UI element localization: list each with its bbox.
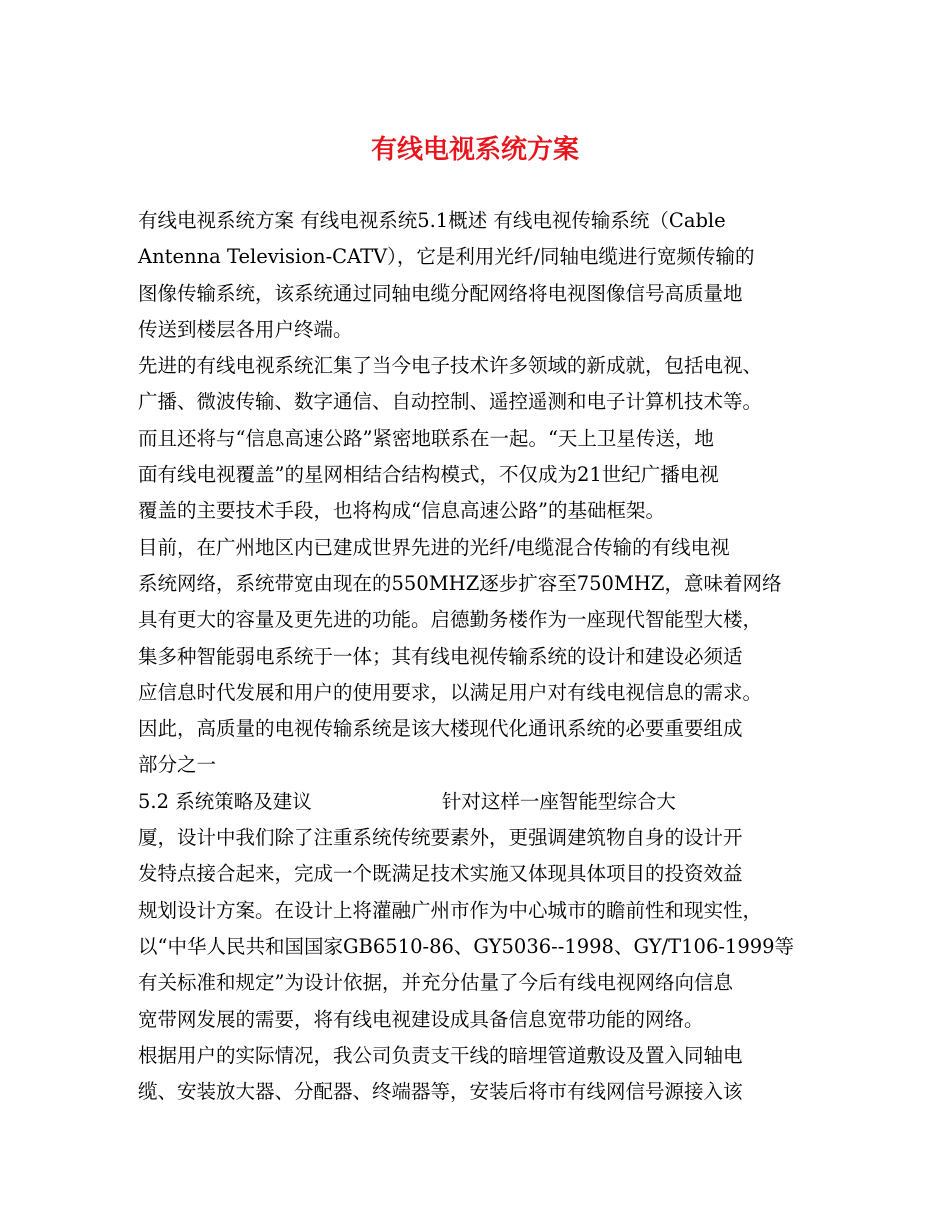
body-line: 宽带网发展的需要，将有线电视建设成具备信息宽带功能的网络。 xyxy=(138,1007,704,1031)
body-line: 有关标准和规定”为设计依据，并充分估量了今后有线电视网络向信息 xyxy=(138,971,733,995)
body-line: 根据用户的实际情况，我公司负责支干线的暗埋管道敷设及置入同轴电 xyxy=(138,1043,743,1067)
document-title: 有线电视系统方案 xyxy=(370,135,579,165)
body-line: 因此，高质量的电视传输系统是该大楼现代化通讯系统的必要重要组成 xyxy=(138,717,743,741)
body-line: 规划设计方案。在设计上将灌融广州市作为中心城市的瞻前性和现实性， xyxy=(138,898,763,922)
body-line: 面有线电视覆盖”的星网相结合结构模式，不仅成为21世纪广播电视 xyxy=(138,463,719,487)
body-line: 目前，在广州地区内已建成世界先进的光纤/电缆混合传输的有线电视 xyxy=(138,535,730,559)
body-line: 广播、微波传输、数字通信、自动控制、遥控遥测和电子计算机技术等。 xyxy=(138,390,763,414)
body-line: 具有更大的容量及更先进的功能。启德勤务楼作为一座现代智能型大楼， xyxy=(138,608,763,632)
body-line: 系统网络，系统带宽由现在的550MHZ逐步扩容至750MHZ，意味着网络 xyxy=(138,571,782,595)
body-line: 部分之一 xyxy=(138,753,217,777)
body-line: 缆、安装放大器、分配器、终端器等，安装后将市有线网信号源接入该 xyxy=(138,1080,743,1104)
body-line: 先进的有线电视系统汇集了当今电子技术许多领域的新成就，包括电视、 xyxy=(138,354,763,378)
body-line: 应信息时代发展和用户的使用要求，以满足用户对有线电视信息的需求。 xyxy=(138,680,763,704)
body-line: 集多种智能弱电系统于一体；其有线电视传输系统的设计和建设必须适 xyxy=(138,644,743,668)
section-heading-line: 5.2 系统策略及建议 针对这样一座智能型综合大 xyxy=(138,789,676,813)
document-body xyxy=(138,203,818,1110)
body-line: 发特点接合起来，完成一个既满足技术实施又体现具体项目的投资效益 xyxy=(138,862,743,886)
body-line: 传送到楼层各用户终端。 xyxy=(138,317,353,341)
body-line: 图像传输系统，该系统通过同轴电缆分配网络将电视图像信号高质量地 xyxy=(138,281,743,305)
body-line: 以“中华人民共和国国家GB6510-86、GY5036--1998、GY/T106-1999等 xyxy=(138,934,795,958)
body-line: Antenna Television-CATV），它是利用光纤/同轴电缆进行宽频传输的 xyxy=(138,245,755,269)
body-line: 而且还将与“信息高速公路”紧密地联系在一起。“天上卫星传送，地 xyxy=(138,426,714,450)
body-line: 有线电视系统方案 有线电视系统5.1概述 有线电视传输系统（Cable xyxy=(138,209,726,232)
body-line: 厦，设计中我们除了注重系统传统要素外，更强调建筑物自身的设计开 xyxy=(138,826,743,850)
body-line: 覆盖的主要技术手段，也将构成“信息高速公路”的基础框架。 xyxy=(138,499,665,523)
